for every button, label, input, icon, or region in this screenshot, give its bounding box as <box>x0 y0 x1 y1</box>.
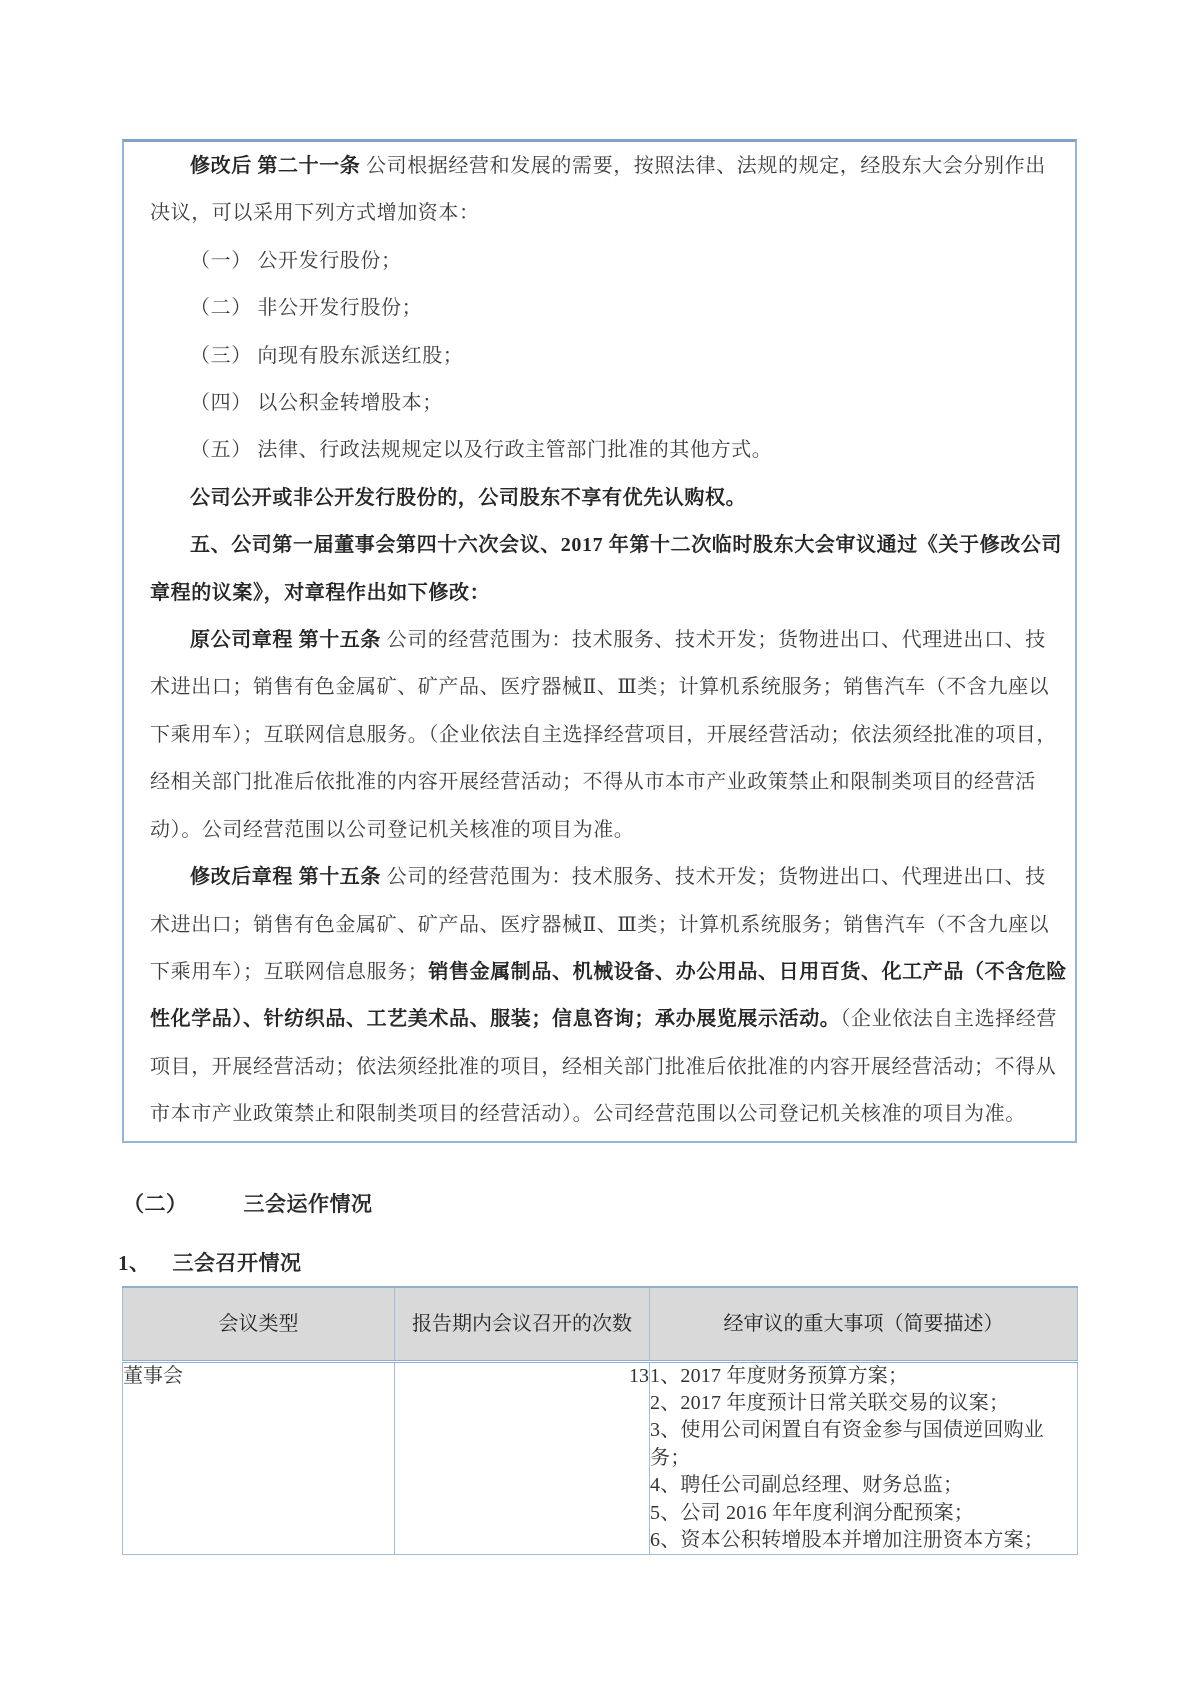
charter-line <box>150 617 1049 664</box>
charter-line-segment: （企业依法自主选择经营 <box>840 1008 1058 1031</box>
charter-line <box>150 570 1049 617</box>
charter-line <box>150 1091 1049 1138</box>
charter-line <box>150 285 1049 332</box>
charter-line-segment: 市本市产业政策禁止和限制类项目的经营活动）。公司经营范围以公司登记机关核准的项目为准。 <box>150 1103 1026 1126</box>
charter-line-segment-bold: 修改后章程 第十五条 <box>190 866 381 889</box>
charter-line-segment: 公司的经营范围为：技术服务、技术开发；货物进出口、代理进出口、技 <box>381 866 1046 889</box>
charter-line <box>150 759 1049 806</box>
charter-line <box>150 427 1049 474</box>
charter-line-segment-bold: 原公司章程 第十五条 <box>190 629 381 652</box>
charter-line-segment: （二） 非公开发行股份； <box>190 297 423 320</box>
charter-amendment-box <box>122 139 1077 1143</box>
meetings-table-body <box>123 1361 1078 1555</box>
matter-item: 6、资本公积转增股本并增加注册资本方案； <box>650 1528 1044 1551</box>
charter-line-segment-bold: 章程的议案》，对章程作出如下修改： <box>150 581 491 604</box>
charter-line-segment-bold: 公司公开或非公开发行股份的，公司股东不享有优先认购权。 <box>190 486 747 509</box>
charter-line-segment: （五） 法律、行政法规规定以及行政主管部门批准的其他方式。 <box>190 439 773 462</box>
charter-line <box>150 238 1049 285</box>
charter-line <box>150 333 1049 380</box>
meetings-table-container <box>122 1286 1077 1555</box>
charter-line <box>150 902 1049 949</box>
meeting-type-cell: 董事会 <box>123 1361 395 1555</box>
charter-line <box>150 475 1049 522</box>
charter-line-segment: 项目，开展经营活动；依法须经批准的项目，经相关部门批准后依批准的内容开展经营活动；不得从 <box>150 1055 1057 1078</box>
charter-line-segment: 下乘用车）；互联网信息服务。（企业依法自主选择经营项目，开展经营活动；依法须经批准的项目， <box>150 723 1057 746</box>
charter-line-segment: 下乘用车）；互联网信息服务； <box>150 960 429 983</box>
charter-line <box>150 380 1049 427</box>
column-header: 报告期内会议召开的次数 <box>395 1287 650 1361</box>
charter-line-segment: （三） 向现有股东派送红股； <box>190 344 464 367</box>
sub-heading-number: 1、 <box>118 1251 151 1275</box>
charter-line-segment: （四） 以公积金转增股本； <box>190 392 443 415</box>
charter-line-segment-bold: 五、公司第一届董事会第四十六次会议、2017 年第十二次临时股东大会审议通过《关于修改公司 <box>190 534 1062 557</box>
column-header: 经审议的重大事项（简要描述） <box>650 1287 1078 1361</box>
charter-amendment-text <box>150 143 1068 1139</box>
meetings-table-header-row <box>123 1287 1078 1361</box>
matter-item: 4、聘任公司副总经理、财务总监； <box>650 1474 964 1497</box>
column-header: 会议类型 <box>123 1287 395 1361</box>
meetings-table <box>122 1286 1078 1555</box>
section-heading-three-meetings-operation <box>123 1188 373 1218</box>
charter-line-segment: 公司的经营范围为：技术服务、技术开发；货物进出口、代理进出口、技 <box>381 629 1046 652</box>
charter-line-segment-bold: 销售金属制品、机械设备、办公用品、日用百货、化工产品（不含危险 <box>428 960 1068 983</box>
charter-line-segment: 公司根据经营和发展的需要，按照法律、法规的规定，经股东大会分别作出 <box>360 155 1046 177</box>
matter-item: 3、使用公司闲置自有资金参与国债逆回购业务； <box>650 1419 1044 1469</box>
charter-line <box>150 807 1049 854</box>
charter-line-segment: 动）。公司经营范围以公司登记机关核准的项目为准。 <box>150 818 635 841</box>
charter-line-segment: 决议，可以采用下列方式增加资本： <box>150 202 480 225</box>
matter-item: 5、公司 2016 年年度利润分配预案； <box>650 1501 974 1524</box>
charter-line <box>150 664 1049 711</box>
meeting-count-cell: 13 <box>395 1361 650 1555</box>
reviewed-matters-cell <box>650 1361 1078 1555</box>
section-number: （二） <box>123 1192 188 1216</box>
charter-line-segment-bold: 性化学品）、针纺织品、工艺美术品、服装；信息咨询；承办展览展示活动。 <box>150 1008 841 1031</box>
charter-line <box>150 949 1068 996</box>
charter-line-segment: 术进出口；销售有色金属矿、矿产品、医疗器械Ⅱ、Ⅲ类；计算机系统服务；销售汽车（不含九座以 <box>150 913 1050 936</box>
sub-heading-title: 三会召开情况 <box>172 1251 302 1275</box>
charter-line <box>150 712 1057 759</box>
charter-line <box>150 190 1049 237</box>
matter-item: 2、2017 年度预计日常关联交易的议案； <box>650 1391 1010 1414</box>
section-title: 三会运作情况 <box>243 1192 373 1216</box>
charter-line <box>150 143 1049 190</box>
charter-line <box>150 996 1058 1043</box>
charter-line-segment-bold: 修改后 第二十一条 <box>190 155 361 177</box>
charter-line <box>150 522 1062 569</box>
charter-line-segment: （一） 公开发行股份； <box>190 249 402 272</box>
table-row <box>123 1361 1078 1555</box>
charter-line <box>150 1044 1057 1091</box>
matter-item: 1、2017 年度财务预算方案； <box>650 1364 909 1387</box>
charter-line <box>150 854 1049 901</box>
sub-heading-three-meetings-convening <box>118 1247 302 1277</box>
charter-line-segment: 经相关部门批准后依批准的内容开展经营活动；不得从市本市产业政策禁止和限制类项目的经营活 <box>150 771 1036 794</box>
charter-line-segment: 术进出口；销售有色金属矿、矿产品、医疗器械Ⅱ、Ⅲ类；计算机系统服务；销售汽车（不含九座以 <box>150 676 1050 699</box>
